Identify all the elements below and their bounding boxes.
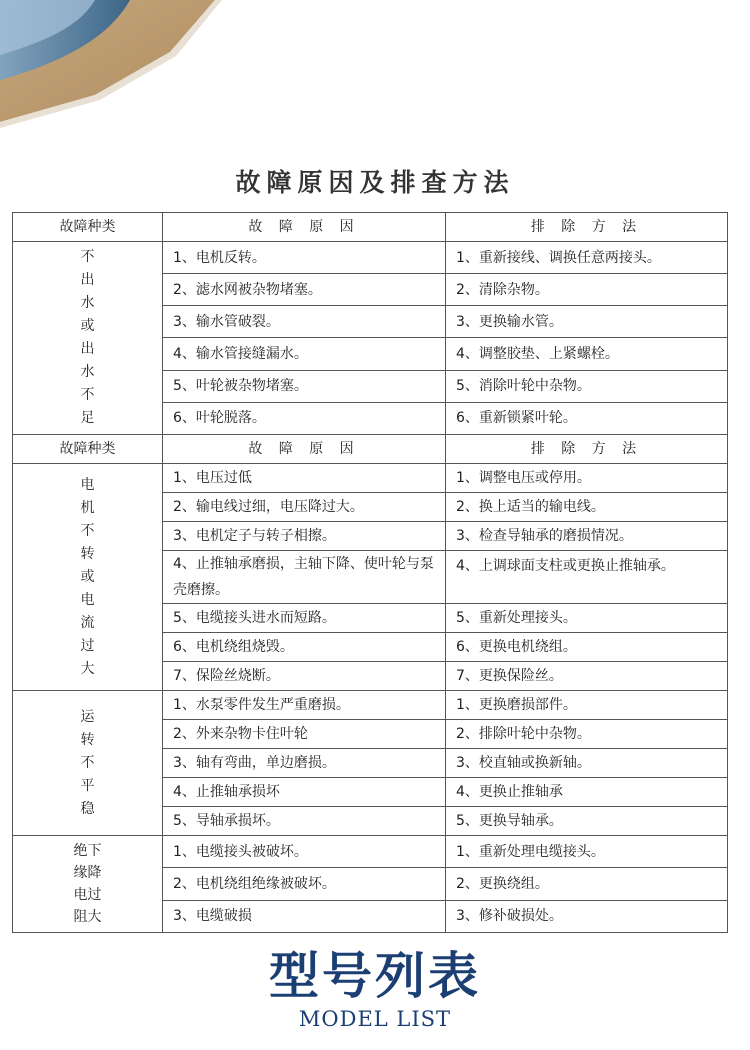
table-row: [13, 691, 728, 720]
header-category: 故障种类: [13, 213, 163, 242]
cause-cell: 3、输水管破裂。: [163, 306, 446, 338]
table-row: [13, 836, 728, 868]
table-row: [13, 242, 728, 274]
table-row: [13, 464, 728, 493]
category-cell: [13, 242, 163, 435]
remedy-cell: 6、更换电机绕组。: [446, 633, 728, 662]
category-line: 缘降: [73, 865, 102, 881]
category-label: 电 机 不 转 或 电 流 过 大: [80, 476, 95, 677]
header-cause: 故 障 原 因: [163, 435, 446, 464]
remedy-cell: 3、更换输水管。: [446, 306, 728, 338]
cause-cell: 6、电机绕组烧毁。: [163, 633, 446, 662]
cause-cell: 5、导轴承损坏。: [163, 807, 446, 836]
fault-table: [12, 212, 728, 933]
category-label: [74, 840, 102, 928]
cause-cell: 2、外来杂物卡住叶轮: [163, 720, 446, 749]
remedy-cell: 3、检查导轴承的磨损情况。: [446, 522, 728, 551]
table-header-row: [13, 435, 728, 464]
remedy-cell: 6、重新锁紧叶轮。: [446, 402, 728, 434]
cause-cell: 4、输水管接缝漏水。: [163, 338, 446, 370]
remedy-cell: 7、更换保险丝。: [446, 662, 728, 691]
category-cell: [13, 464, 163, 691]
header-cause: 故 障 原 因: [163, 213, 446, 242]
remedy-cell: 5、更换导轴承。: [446, 807, 728, 836]
header-category: 故障种类: [13, 435, 163, 464]
cause-cell: 4、止推轴承磨损，主轴下降、使叶轮与泵壳磨擦。: [163, 551, 446, 604]
cause-cell: 5、电缆接头进水而短路。: [163, 604, 446, 633]
category-cell: [13, 836, 163, 933]
cause-cell: 5、叶轮被杂物堵塞。: [163, 370, 446, 402]
cause-cell: 7、保险丝烧断。: [163, 662, 446, 691]
cause-cell: 6、叶轮脱落。: [163, 402, 446, 434]
remedy-cell: 2、排除叶轮中杂物。: [446, 720, 728, 749]
cause-cell: 2、电机绕组绝缘被破坏。: [163, 868, 446, 900]
category-cell: [13, 691, 163, 836]
remedy-cell: 5、消除叶轮中杂物。: [446, 370, 728, 402]
remedy-cell: 3、修补破损处。: [446, 900, 728, 932]
cause-cell: 3、电机定子与转子相擦。: [163, 522, 446, 551]
cause-cell: 4、止推轴承损坏: [163, 778, 446, 807]
cause-cell: 1、水泵零件发生严重磨损。: [163, 691, 446, 720]
remedy-cell: 5、重新处理接头。: [446, 604, 728, 633]
product-photo-corner: [0, 0, 260, 130]
section-subtitle: MODEL LIST: [298, 1007, 452, 1031]
cause-cell: 1、电压过低: [163, 464, 446, 493]
section-title: 型号列表: [269, 947, 481, 1005]
cause-cell: 2、滤水网被杂物堵塞。: [163, 274, 446, 306]
table-header-row: [13, 213, 728, 242]
remedy-cell: 1、调整电压或停用。: [446, 464, 728, 493]
category-line: 电过: [73, 887, 102, 903]
remedy-cell: 2、更换绕组。: [446, 868, 728, 900]
remedy-cell: 2、清除杂物。: [446, 274, 728, 306]
header-remedy: 排 除 方 法: [446, 213, 728, 242]
document-title: 故障原因及排查方法: [235, 168, 515, 197]
cause-cell: 3、电缆破损: [163, 900, 446, 932]
remedy-cell: 4、更换止推轴承: [446, 778, 728, 807]
remedy-cell: 2、换上适当的输电线。: [446, 493, 728, 522]
remedy-cell: 4、调整胶垫、上紧螺栓。: [446, 338, 728, 370]
header-remedy: 排 除 方 法: [446, 435, 728, 464]
remedy-cell: 1、更换磨损部件。: [446, 691, 728, 720]
cause-cell: 1、电缆接头被破坏。: [163, 836, 446, 868]
cause-cell: 1、电机反转。: [163, 242, 446, 274]
remedy-cell: 4、上调球面支柱或更换止推轴承。: [446, 551, 728, 604]
category-line: 绝下: [73, 843, 102, 859]
category-line: 阻大: [73, 909, 102, 925]
category-label: 不 出 水 或 出 水 不 足: [80, 249, 95, 426]
remedy-cell: 3、校直轴或换新轴。: [446, 749, 728, 778]
remedy-cell: 1、重新处理电缆接头。: [446, 836, 728, 868]
remedy-cell: 1、重新接线、调换任意两接头。: [446, 242, 728, 274]
cause-cell: 3、轴有弯曲，单边磨损。: [163, 749, 446, 778]
category-label: 运 转 不 平 稳: [80, 708, 95, 817]
cause-cell: 2、输电线过细，电压降过大。: [163, 493, 446, 522]
